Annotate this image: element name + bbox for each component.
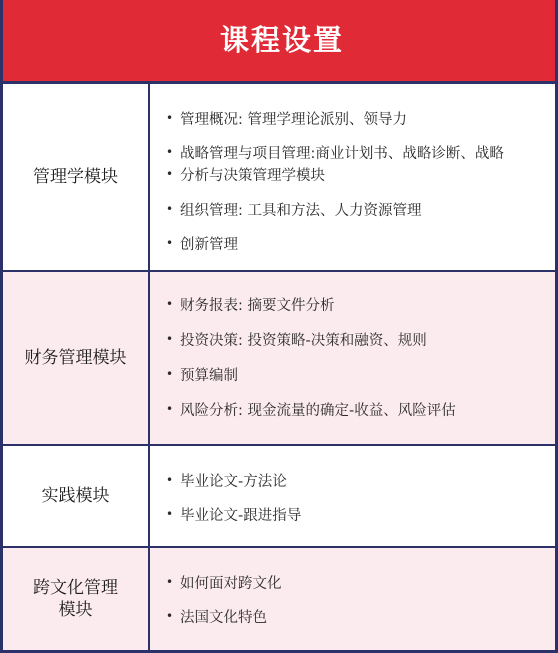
header-banner (3, 0, 555, 84)
table-row-management (3, 84, 555, 272)
item-text: 毕业论文-方法论 (180, 474, 287, 490)
page-title: 课程设置 (219, 23, 344, 57)
table-row-intercultural (3, 548, 555, 650)
list-item (166, 165, 325, 185)
list-item (166, 573, 282, 593)
list-item (166, 505, 301, 525)
item-text: 预算编制 (180, 368, 238, 384)
course-table (3, 84, 555, 650)
bullet-icon: • (166, 167, 174, 181)
category-cell: 财务管理模块 (3, 272, 150, 444)
bullet-icon: • (166, 297, 174, 311)
bullet-icon: • (166, 236, 174, 250)
bullet-icon: • (166, 202, 174, 216)
item-text: 如何面对跨文化 (180, 576, 282, 592)
item-text: 投资决策: 投资策略-决策和融资、规则 (180, 333, 427, 349)
bullet-icon: • (166, 473, 174, 487)
bullet-icon: • (166, 507, 174, 521)
item-text: 财务报表: 摘要文件分析 (180, 298, 335, 314)
category-cell: 管理学模块 (3, 84, 150, 270)
bullet-icon: • (166, 145, 174, 159)
list-item (166, 295, 335, 315)
list-item (166, 400, 456, 420)
bullet-icon: • (166, 111, 174, 125)
item-list (150, 84, 555, 270)
list-item (166, 234, 238, 254)
list-item (166, 143, 504, 163)
bullet-icon: • (166, 367, 174, 381)
item-text: 分析与决策管理学模块 (180, 168, 325, 184)
item-text: 风险分析: 现金流量的确定-收益、风险评估 (180, 403, 456, 419)
item-text: 创新管理 (180, 237, 238, 253)
list-item (166, 607, 267, 627)
bullet-icon: • (166, 609, 174, 623)
item-text: 战略管理与项目管理:商业计划书、战略诊断、战略 (180, 146, 504, 162)
item-list (150, 272, 555, 444)
list-item (166, 200, 422, 220)
category-cell: 实践模块 (3, 446, 150, 546)
item-list (150, 548, 555, 650)
list-item (166, 330, 427, 350)
item-text: 管理概况: 管理学理论派别、领导力 (180, 112, 407, 128)
item-text: 法国文化特色 (180, 610, 267, 626)
item-text: 毕业论文-跟进指导 (180, 508, 302, 524)
item-list (150, 446, 555, 546)
item-text: 组织管理: 工具和方法、人力资源管理 (180, 203, 422, 219)
list-item (166, 471, 287, 491)
table-row-finance (3, 272, 555, 446)
table-row-practice (3, 446, 555, 548)
bullet-icon: • (166, 575, 174, 589)
bullet-icon: • (166, 332, 174, 346)
list-item (166, 365, 238, 385)
category-cell: 跨文化管理 模块 (3, 548, 150, 650)
bullet-icon: • (166, 402, 174, 416)
list-item (166, 109, 407, 129)
